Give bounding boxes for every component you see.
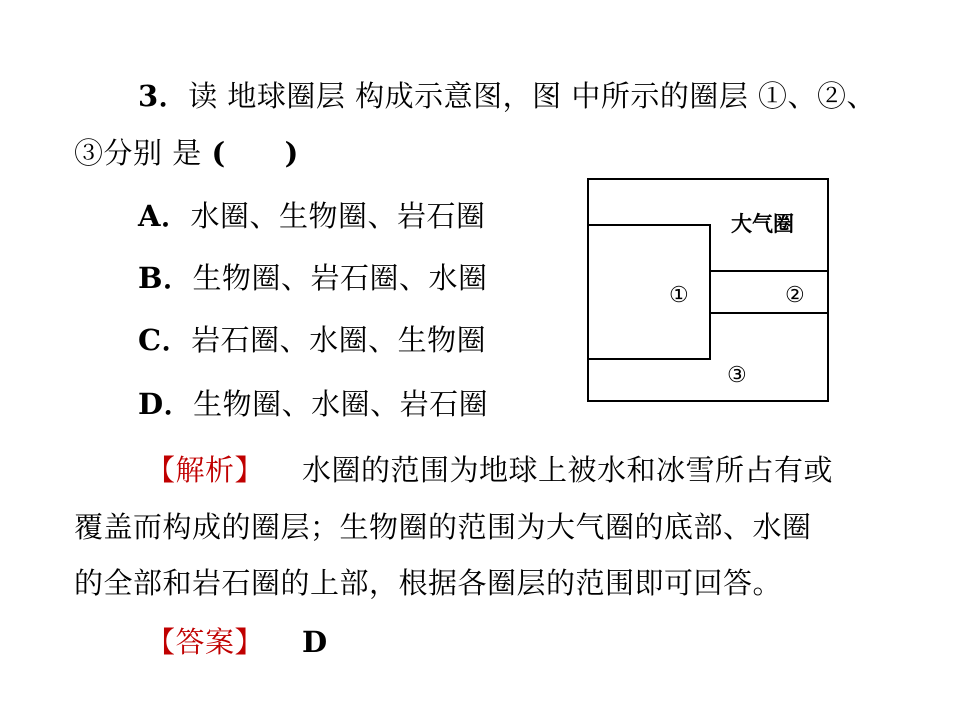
atmosphere-label: 大气圈 (731, 211, 794, 236)
question-paren: ( ) (211, 136, 299, 170)
analysis-line-1 (146, 452, 833, 488)
question-stem-1: 读 地球圈层 构成示意图，图 中所示的圈层 ①、②、 (188, 79, 877, 113)
diagram-line-bottom-left (589, 358, 711, 360)
analysis-text-2: 覆盖而构成的圈层；生物圈的范围为大气圈的底部、水圈 (74, 510, 812, 544)
analysis-text-1: 水圈的范围为地球上被水和冰雪所占有或 (302, 453, 834, 487)
analysis-text-3: 的全部和岩石圈的上部，根据各圈层的范围即可回答。 (74, 566, 783, 600)
option-b[interactable] (138, 260, 488, 296)
option-a-text: 水圈、生物圈、岩石圈 (190, 199, 486, 233)
sphere-1-label: ① (669, 283, 689, 308)
answer-value: D (302, 625, 328, 659)
diagram-line-mid-top (709, 270, 829, 272)
question-line-2 (74, 135, 299, 171)
answer-tag: 【答案】 (146, 625, 265, 659)
option-d[interactable] (138, 386, 488, 422)
earth-spheres-diagram (587, 178, 829, 402)
question-line-1 (138, 78, 876, 114)
question-stem-2: ③分别 是 (74, 136, 212, 170)
sphere-3-label: ③ (727, 363, 747, 388)
diagram-line-mid-bottom (709, 312, 829, 314)
diagram-line-vertical (709, 224, 711, 360)
option-c[interactable] (138, 322, 486, 358)
option-d-letter: D． (138, 387, 194, 421)
option-c-letter: C． (138, 323, 192, 357)
option-a[interactable] (138, 198, 486, 234)
sphere-2-label: ② (785, 283, 805, 308)
option-b-text: 生物圈、岩石圈、水圈 (192, 261, 488, 295)
analysis-line-2 (74, 509, 812, 545)
option-b-letter: B． (138, 261, 193, 295)
analysis-line-3 (74, 565, 782, 601)
diagram-line-top-left (589, 224, 711, 226)
option-c-text: 岩石圈、水圈、生物圈 (191, 323, 487, 357)
question-number: 3． (138, 79, 189, 113)
option-a-letter: A． (138, 199, 191, 233)
option-d-text: 生物圈、水圈、岩石圈 (193, 387, 489, 421)
answer-line (146, 624, 328, 660)
analysis-tag: 【解析】 (146, 453, 265, 487)
